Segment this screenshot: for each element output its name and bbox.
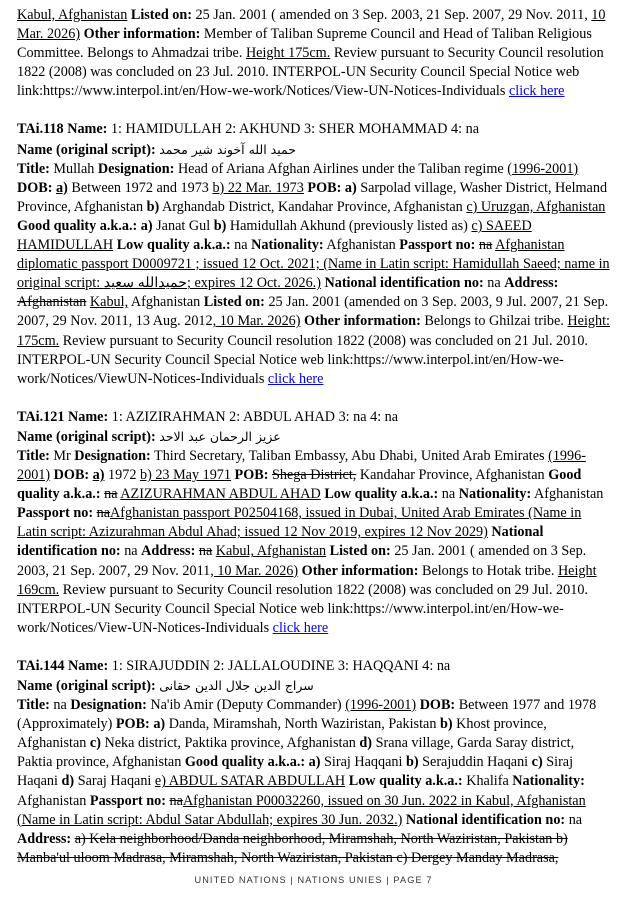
entry-name: 1: AZIZIRAHMAN 2: ABDUL AHAD 3: na 4: na <box>108 408 399 425</box>
national-id-label: National identification no: <box>17 524 544 560</box>
arabic-name: عزیز الرحمان عبد الاحد <box>159 428 281 444</box>
passport-details: Afghanistan diplomatic passport D0009721 ; issued 12 Oct. 2021; (Name in Latin script: Hamidullah Saeed; name in original script: حمیدالله سعید; expires 12 Oct. 2026.) <box>17 237 610 292</box>
dob-label: DOB: <box>17 179 53 196</box>
passport-details: Afghanistan P00032260, issued on 30 Jun. 2022 in Kabul, Afghanistan (Name in Latin script: Abdul Satar Abdullah; expires 30 Jun. 2032.) <box>17 792 586 828</box>
designation-label: Designation: <box>74 447 151 464</box>
low-aka-label: Low quality a.k.a.: <box>324 486 439 503</box>
entry-paragraph: Kabul, Afghanistan Listed on: 25 Jan. 2001 ( amended on 3 Sep. 2003, 21 Sep. 2007, 29 Nov. 2011, 10 Mar. 2026) Other information: Member of Taliban Supreme Council and Head of Taliban Religious Committee. Belongs to Ahmadzai tribe. Height 175cm. Review pursuant to Security Council resolution 1822 (2008) was concluded on 23 Jul. 2010. INTERPOL-UN Security Council Special Notice web link:https://www.interpol.int/en/How-we-work/Notices/View-UN-Notices-Individuals click here <box>17 7 606 100</box>
dob-label: DOB: <box>53 467 90 484</box>
nationality-label: Nationality: <box>251 237 324 254</box>
entry-id: TAi.121 <box>17 408 65 425</box>
listed-on-label: Listed on: <box>329 543 391 560</box>
click-here-link[interactable]: click here <box>508 83 565 100</box>
sanctions-entry-tai-121 <box>17 408 611 638</box>
document-page <box>17 6 611 868</box>
name-label: Name: <box>67 657 109 674</box>
arabic-name: حمید الله آخوند شیر محمد <box>159 141 296 157</box>
address-label: Address: <box>504 275 559 292</box>
sanctions-entry-tai-118 <box>17 120 611 388</box>
listed-on-label: Listed on: <box>130 7 192 23</box>
passport-label: Passport no: <box>89 792 166 809</box>
nationality-label: Nationality: <box>512 773 585 790</box>
original-script-line <box>17 427 611 447</box>
original-script-label: Name (original script): <box>17 141 156 158</box>
name-label: Name: <box>67 121 108 138</box>
entry-details: Title: Mr Designation: Third Secretary, Taliban Embassy, Abu Dhabi, United Arab Emirates (1996-2001) DOB: a) 1972 b) 23 May 1971 POB: Shega District, Kandahar Province, Afghanistan Good quality a.k.a.: na AZIZURAHMAN ABDUL AHAD Low quality a.k.a.: na Nationality: Afghanistan Passport no: naAfghanistan passport P02504168, issued in Dubai, United Arab Emirates (Name in Latin script: Azizurahman Abdul Ahad; issued 12 Nov 2019, expires 12 Nov 2029) National identification no: na Address: na Kabul, Afghanistan Listed on: 25 Jan. 2001 ( amended on 3 Sep. 2003, 21 Sep. 2007, 29 Nov. 2011, 10 Mar. 2026) Other information: Belongs to Hotak tribe. Height 169cm. Review pursuant to Security Council resolution 1822 (2008) was concluded on 29 Jul. 2010. INTERPOL-UN Security Council Special Notice web link:https://www.interpol.int/en/How-we-work/Notices/View-UN-Notices-Individuals click here <box>17 447 604 636</box>
designation-label: Designation: <box>70 697 147 714</box>
address-text: Kabul, Afghanistan <box>17 7 128 23</box>
entry-name-line <box>17 657 611 676</box>
sanctions-entry-tai-144 <box>17 657 611 868</box>
entry-name-line <box>17 408 611 427</box>
amendment-date: 10 Mar. 2026) <box>17 7 606 43</box>
address-label: Address: <box>141 543 196 560</box>
entry-details: Title: Mullah Designation: Head of Ariana Afghan Airlines under the Taliban regime (1996-2001) DOB: a) Between 1972 and 1973 b) 22 Mar. 1973 POB: a) Sarpolad village, Washer District, Helmand Province, Afghanistan b) Arghandab District, Kandahar Province, Afghanistan c) Uruzgan, Afghanistan Good quality a.k.a.: a) Janat Gul b) Hamidullah Akhund (previously listed as) c) SAEED HAMIDULLAH Low quality a.k.a.: na Nationality: Afghanistan Passport no: na Afghanistan diplomatic passport D0009721 ; issued 12 Oct. 2021; (Name in Latin script: Hamidullah Saeed; name in original script: حمیدالله سعید; expires 12 Oct. 2026.) National identification no: na Address: Afghanistan Kabul, Afghanistan Listed on: 25 Jan. 2001 (amended on 3 Sep. 2003, 9 Jul. 2007, 21 Sep. 2007, 29 Nov. 2011, 13 Aug. 2012, 10 Mar. 2026) Other information: Belongs to Ghilzai tribe. Height: 175cm. Review pursuant to Security Council resolution 1822 (2008) was concluded on 21 Jul. 2010. INTERPOL-UN Security Council Special Notice web link:https://www.interpol.int/en/How-we-work/Notices/ViewUN-Notices-Individuals click here <box>17 160 610 387</box>
title-label: Title: <box>17 447 50 464</box>
other-information-label: Other information: <box>83 26 201 43</box>
designation-label: Designation: <box>97 160 175 177</box>
sanctions-entry-continued <box>17 6 611 101</box>
good-aka-label: Good quality a.k.a.: <box>184 754 306 771</box>
click-here-link[interactable]: click here <box>272 619 329 636</box>
entry-name: 1: HAMIDULLAH 2: AKHUND 3: SHER MOHAMMAD 4: na <box>107 121 480 138</box>
address-label: Address: <box>17 830 72 847</box>
entry-id: TAi.118 <box>17 121 64 138</box>
original-script-line <box>17 676 611 696</box>
original-script-label: Name (original script): <box>17 428 156 445</box>
national-id-label: National identification no: <box>324 275 484 292</box>
other-information-label: Other information: <box>304 313 421 330</box>
original-script-label: Name (original script): <box>17 678 156 694</box>
page-footer: UNITED NATIONS | NATIONS UNIES | PAGE 7 <box>194 875 433 885</box>
title-label: Title: <box>17 160 50 177</box>
good-aka-label: Good quality a.k.a.: <box>17 217 138 234</box>
entry-name: 1: SIRAJUDDIN 2: JALLALOUDINE 3: HAQQANI 4: na <box>108 657 451 674</box>
passport-label: Passport no: <box>17 505 94 522</box>
entry-details: Title: na Designation: Na'ib Amir (Deputy Commander) (1996-2001) DOB: Between 1977 and 1978 (Approximately) POB: a) Danda, Miramshah, North Waziristan, Pakistan b) Khost province, Afghanistan c) Neka district, Paktika province, Afghanistan d) Srana village, Garda Saray district, Paktia province, Afghanistan Good quality a.k.a.: a) Siraj Haqqani b) Serajuddin Haqani c) Siraj Haqani d) Saraj Haqani e) ABDUL SATAR ABDULLAH Low quality a.k.a.: Khalifa Nationality: Afghanistan Passport no: naAfghanistan P00032260, issued on 30 Jun. 2022 in Kabul, Afghanistan (Name in Latin script: Abdul Satar Abdullah; expires 30 Jun. 2032.) National identification no: na Address: a) Kela neighborhood/Danda neighborhood, Miramshah, North Waziristan, Pakistan b) Manba'ul uloom Madrasa, Miramshah, North Waziristan, Pakistan c) Dergey Manday Madrasa, <box>17 697 597 866</box>
entry-id: TAi.144 <box>17 657 65 674</box>
national-id-label: National identification no: <box>405 811 566 828</box>
listed-on-label: Listed on: <box>203 294 265 311</box>
pob-label: POB: <box>115 716 150 733</box>
dob-label: DOB: <box>419 697 456 714</box>
nationality-label: Nationality: <box>458 486 532 503</box>
click-here-link[interactable]: click here <box>267 370 324 387</box>
passport-details: Afghanistan passport P02504168, issued in Dubai, United Arab Emirates (Name in Latin script: Azizurahman Abdul Ahad; issued 12 Nov 2019, expires 12 Nov 2029) <box>17 505 582 541</box>
title-label: Title: <box>17 697 50 714</box>
low-aka-label: Low quality a.k.a.: <box>116 237 231 254</box>
passport-label: Passport no: <box>399 237 476 254</box>
name-label: Name: <box>67 408 109 425</box>
original-script-line <box>17 140 611 160</box>
good-aka-label: Good quality a.k.a.: <box>17 467 582 503</box>
other-information-label: Other information: <box>301 562 419 579</box>
entry-name-line <box>17 120 611 139</box>
pob-label: POB: <box>307 179 342 196</box>
height-text: Height 175cm. <box>245 45 331 62</box>
arabic-name: سراج الدين جلال الدين حقانى <box>159 678 314 693</box>
low-aka-label: Low quality a.k.a.: <box>348 773 463 790</box>
struck-address: a) Kela neighborhood/Danda neighborhood, Miramshah, North Waziristan, Pakistan b) Manba'ul uloom Madrasa, Miramshah, North Waziristan, Pakistan c) Dergey Manday Madrasa, <box>17 830 568 866</box>
pob-label: POB: <box>234 467 269 484</box>
